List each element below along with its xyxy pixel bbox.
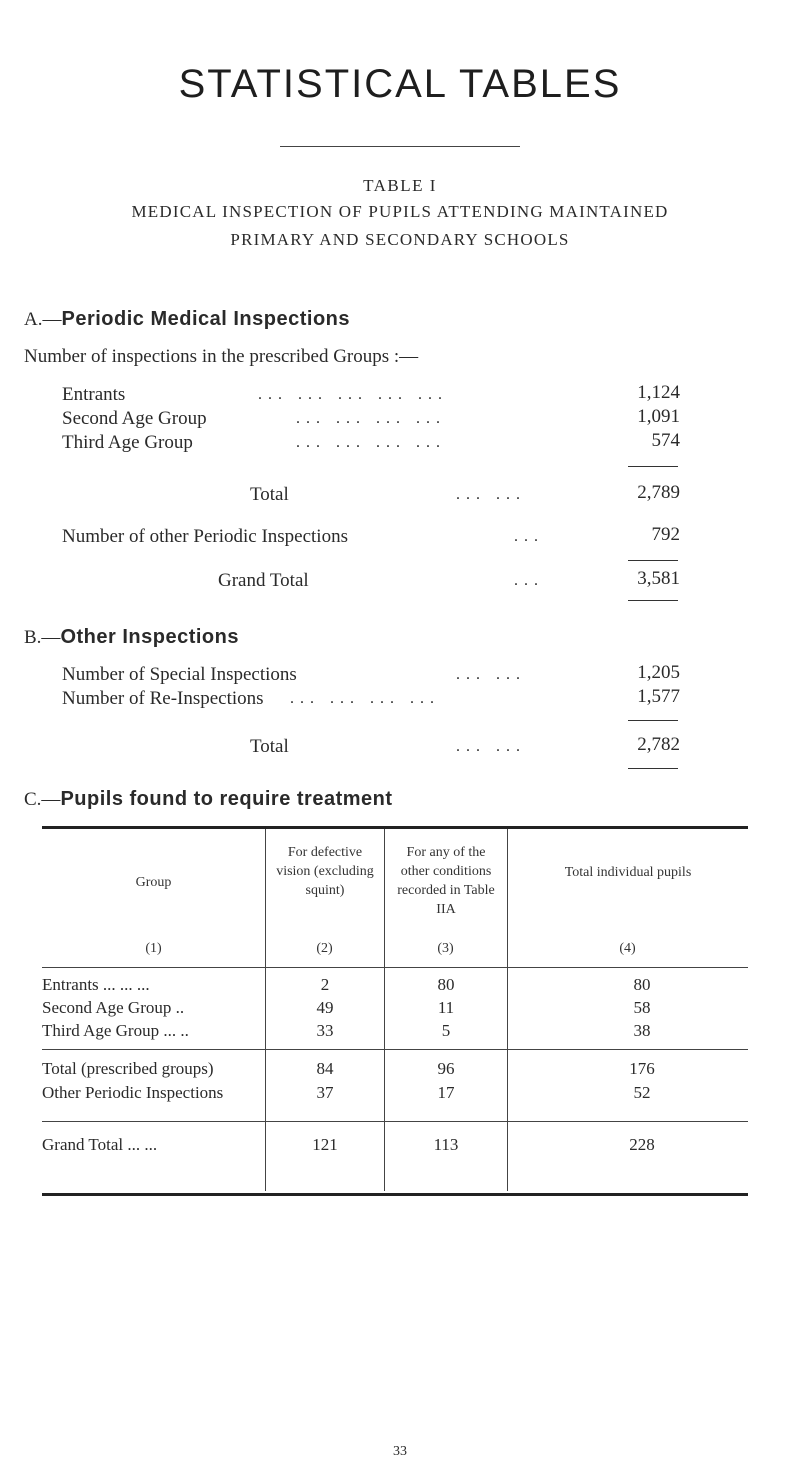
subtotal-rule — [628, 560, 678, 561]
leader-dots: ... ... — [456, 738, 526, 755]
table-cell: 80 — [633, 975, 651, 994]
table-cell: 52 — [633, 1083, 651, 1102]
table-row-label: Other Periodic Inspections — [42, 1083, 224, 1102]
list-item-value: 1,124 — [637, 382, 680, 403]
total-value: 2,782 — [637, 734, 680, 755]
row-group-rule — [42, 1121, 748, 1122]
grand-total-value: 3,581 — [637, 568, 680, 589]
list-item: Number of Special Inspections — [62, 664, 297, 685]
leader-dots: ... — [514, 528, 544, 545]
table-row-label: Second Age Group .. — [42, 998, 185, 1017]
page-number: 33 — [393, 1444, 407, 1459]
list-item-value: 1,577 — [637, 686, 680, 707]
total-value: 2,789 — [637, 482, 680, 503]
grand-total-label: Grand Total — [218, 570, 309, 591]
table-cell: 96 — [437, 1059, 455, 1078]
section-a-intro: Number of inspections in the prescribed Groups :— — [24, 346, 419, 367]
column-header: For any of the other conditions recorded in Table IIA — [397, 845, 495, 917]
table-cell: 58 — [633, 998, 651, 1017]
section-b-title: Other Inspections — [60, 626, 239, 648]
column-header: For defective vision (excluding squint) — [276, 845, 374, 898]
table-cell: 176 — [629, 1059, 655, 1078]
table-row-label: Total (prescribed groups) — [42, 1059, 214, 1078]
table-cell: 5 — [441, 1021, 451, 1040]
page-title: STATISTICAL TABLES — [178, 62, 622, 106]
subtotal-rule — [628, 720, 678, 721]
column-divider — [507, 829, 508, 1191]
table-cell: 84 — [316, 1059, 334, 1078]
table-row-label: Grand Total ... ... — [42, 1135, 158, 1154]
leader-dots: ... ... — [456, 666, 526, 683]
section-a-letter: A.— — [24, 309, 62, 330]
table-row-label: Third Age Group ... .. — [42, 1021, 189, 1040]
total-label: Total — [250, 484, 289, 505]
table-cell: 80 — [437, 975, 455, 994]
other-periodic-value: 792 — [651, 524, 680, 545]
treatment-table — [42, 826, 748, 1196]
table-label: TABLE I — [363, 176, 437, 195]
list-item: Third Age Group — [62, 432, 193, 453]
list-item: Entrants — [62, 384, 126, 405]
leader-dots: ... ... — [456, 486, 526, 503]
section-c-title: Pupils found to require treatment — [60, 788, 393, 810]
table-heading-line-2: PRIMARY AND SECONDARY SCHOOLS — [230, 230, 570, 249]
table-row-label: Entrants ... ... ... — [42, 975, 150, 994]
section-c-heading — [24, 788, 393, 811]
leader-dots: ... ... ... ... ... — [258, 386, 448, 403]
table-cell: 11 — [437, 998, 455, 1017]
table-cell: 228 — [629, 1135, 655, 1154]
total-label: Total — [250, 736, 289, 757]
table-cell: 33 — [316, 1021, 334, 1040]
table-cell: 38 — [633, 1021, 651, 1040]
other-periodic-label: Number of other Periodic Inspections — [62, 526, 348, 547]
column-number: (3) — [437, 941, 454, 956]
list-item-value: 1,205 — [637, 662, 680, 683]
subtotal-rule — [628, 768, 678, 769]
leader-dots: ... ... ... ... — [296, 434, 446, 451]
leader-dots: ... ... ... ... — [290, 690, 440, 707]
leader-dots: ... ... ... ... — [296, 410, 446, 427]
column-number: (4) — [619, 941, 636, 956]
table-cell: 2 — [320, 975, 330, 994]
table-heading-line-1: MEDICAL INSPECTION OF PUPILS ATTENDING MAINTAINED — [131, 202, 669, 221]
table-cell: 49 — [316, 998, 334, 1017]
column-number: (2) — [316, 941, 333, 956]
list-item: Number of Re-Inspections — [62, 688, 264, 709]
row-group-rule — [42, 1049, 748, 1050]
header-rule — [42, 967, 748, 968]
section-b-heading — [24, 626, 239, 649]
section-a-title: Periodic Medical Inspections — [61, 308, 351, 330]
subtotal-rule — [628, 600, 678, 601]
list-item-value: 1,091 — [637, 406, 680, 427]
table-cell: 17 — [437, 1083, 455, 1102]
column-header: Total individual pupils — [564, 865, 692, 880]
section-c-letter: C.— — [24, 789, 61, 810]
subtotal-rule — [628, 466, 678, 467]
column-number: (1) — [145, 941, 162, 956]
list-item-value: 574 — [651, 430, 680, 451]
title-rule — [280, 146, 520, 147]
leader-dots: ... — [514, 572, 544, 589]
table-cell: 37 — [316, 1083, 334, 1102]
column-header: Group — [135, 875, 172, 890]
table-cell: 121 — [312, 1135, 338, 1154]
section-b-letter: B.— — [24, 627, 61, 648]
section-a-heading — [24, 308, 350, 331]
list-item: Second Age Group — [62, 408, 207, 429]
table-cell: 113 — [433, 1135, 459, 1154]
